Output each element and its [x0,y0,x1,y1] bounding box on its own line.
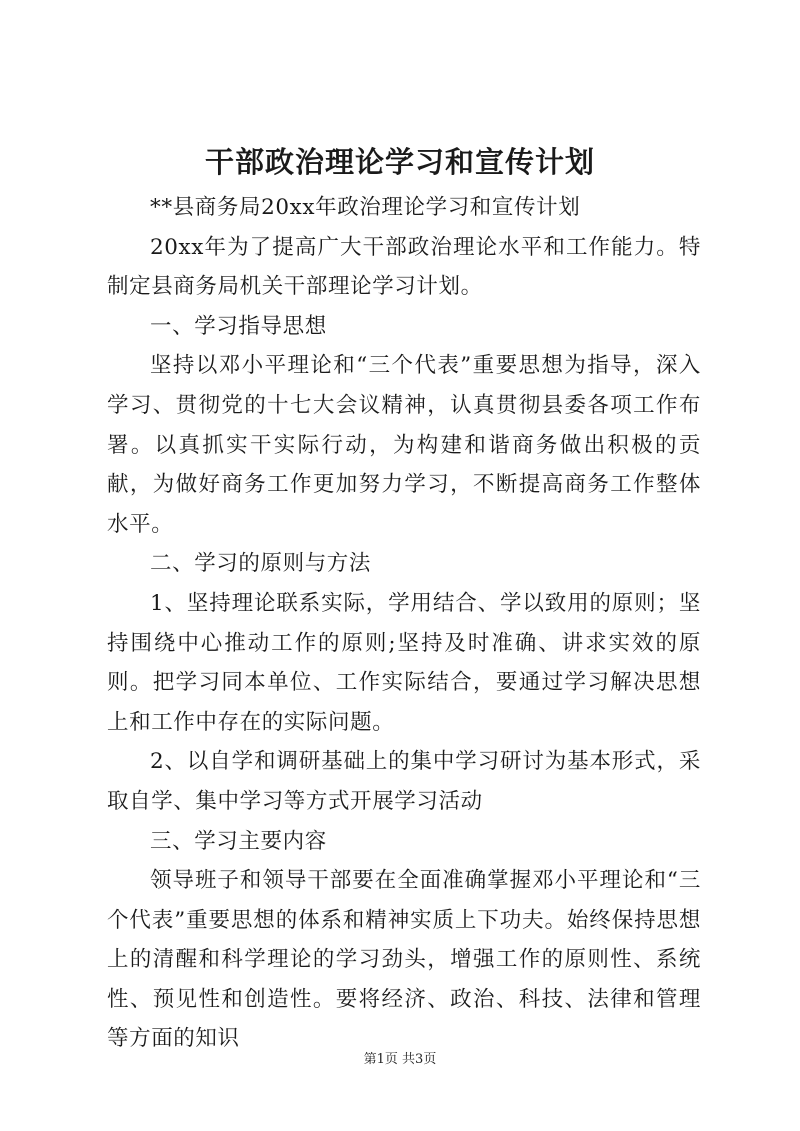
section-heading-guiding-thought: 一、学习指导思想 [150,313,327,339]
paragraph-content: 领导班子和领导干部要在全面准确掌握邓小平理论和“三个代表”重要思想的体系和精神实质上下功夫。始终保持思想上的清醒和科学理论的学习劲头，增强工作的原则性、系统性、预见性和创造性。要将经济、政治、科技、法律和管理等方面的知识 [107,868,701,1052]
paragraph-principle-2: 2、以自学和调研基础上的集中学习研讨为基本形式，采取自学、集中学习等方式开展学习活动 [107,749,701,814]
document-title: 干部政治理论学习和宣传计划 [204,145,595,179]
section-heading-principles: 二、学习的原则与方法 [150,551,372,577]
paragraph-intro: 20xx年为了提高广大干部政治理论水平和工作能力。特制定县商务局机关干部理论学习计划。 [107,234,701,300]
section-heading-content: 三、学习主要内容 [150,828,327,854]
page-number-footer: 第1页 共3页 [363,1052,437,1067]
paragraph-subtitle: **县商务局20xx年政治理论学习和宣传计划 [150,195,581,220]
paragraph-guiding-thought: 坚持以邓小平理论和“三个代表”重要思想为指导，深入学习、贯彻党的十七大会议精神，认真贯彻县委各项工作布署。以真抓实干实际行动，为构建和谐商务做出积极的贡献，为做好商务工作更加努力学习，不断提高商务工作整体水平。 [107,353,701,537]
paragraph-principle-1: 1、坚持理论联系实际，学用结合、学以致用的原则；坚持围绕中心推动工作的原则;坚持及时准确、讲求实效的原则。把学习同本单位、工作实际结合，要通过学习解决思想上和工作中存在的实际问题。 [107,590,701,735]
document-body [107,188,701,1059]
